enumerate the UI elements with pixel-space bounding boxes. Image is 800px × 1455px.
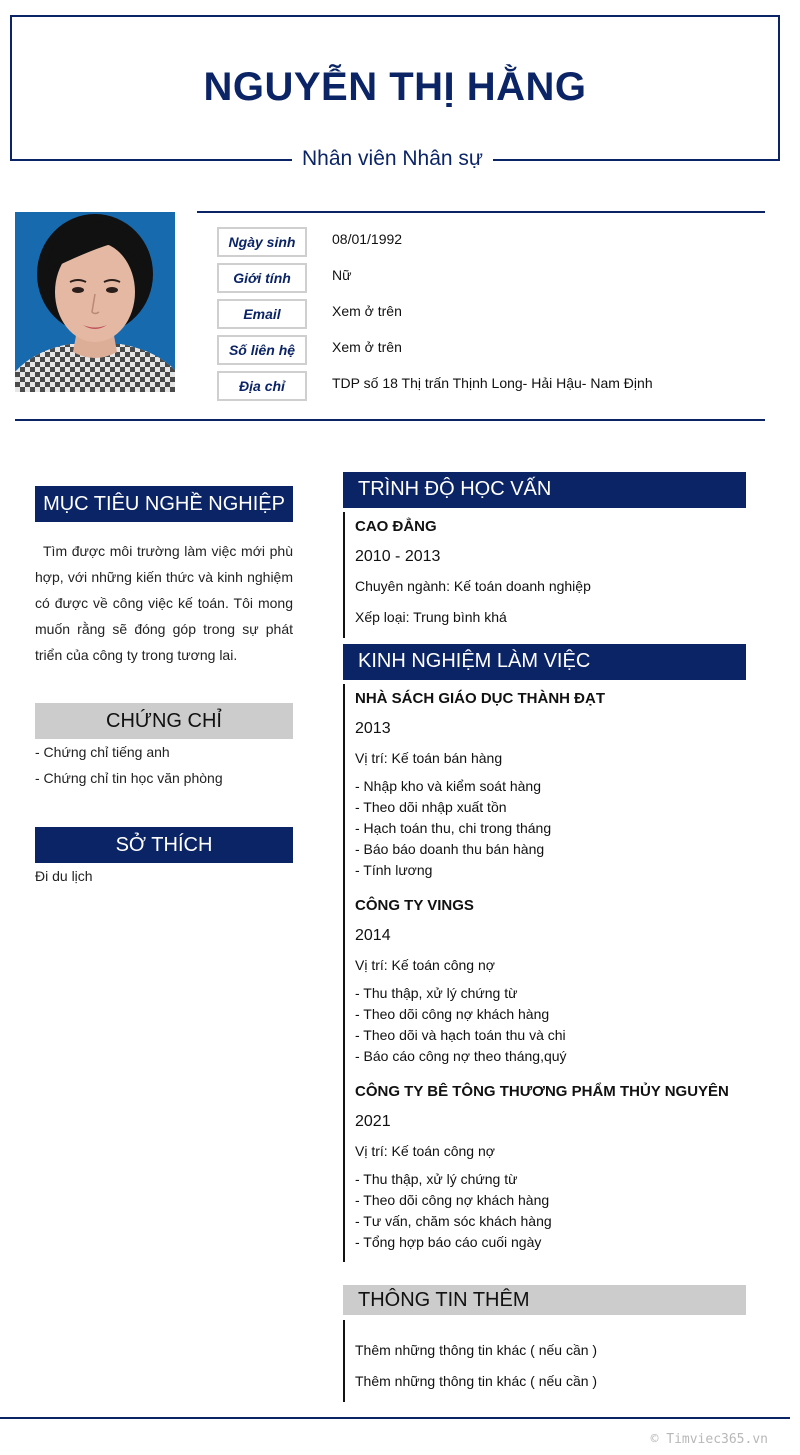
job-task: - Theo dõi nhập xuất tồn: [355, 799, 507, 815]
footer-watermark: © Timviec365.vn: [650, 1432, 768, 1447]
education-school: CAO ĐẲNG: [355, 518, 437, 535]
email-label: Email: [217, 299, 307, 329]
job-task: - Theo dõi công nợ khách hàng: [355, 1192, 550, 1208]
phone-label: Số liên hệ: [217, 335, 307, 365]
info-bottom-divider: [15, 419, 765, 421]
job-title: Nhân viên Nhân sự: [292, 146, 493, 172]
job-task: - Tổng hợp báo cáo cuối ngày: [355, 1234, 542, 1250]
gender-value: Nữ: [332, 267, 352, 283]
objective-title: MỤC TIÊU NGHỀ NGHIỆP: [35, 486, 293, 522]
additional-item: Thêm những thông tin khác ( nếu cần ): [355, 1342, 598, 1358]
experience-divider: [343, 684, 345, 1262]
address-value: TDP số 18 Thị trấn Thịnh Long- Hải Hậu- Nam Định: [332, 375, 653, 391]
education-years: 2010 - 2013: [355, 548, 441, 565]
address-label: Địa chỉ: [217, 371, 307, 401]
job-task: - Theo dõi và hạch toán thu và chi: [355, 1027, 566, 1043]
hobbies-title: SỞ THÍCH: [35, 827, 293, 863]
additional-title: THÔNG TIN THÊM: [343, 1285, 746, 1315]
job-company: NHÀ SÁCH GIÁO DỤC THÀNH ĐẠT: [355, 690, 605, 707]
additional-item: Thêm những thông tin khác ( nếu cần ): [355, 1373, 598, 1389]
certificate-item: - Chứng chỉ tiếng anh: [35, 744, 170, 760]
job-task: - Theo dõi công nợ khách hàng: [355, 1006, 550, 1022]
education-title: TRÌNH ĐỘ HỌC VẤN: [343, 472, 746, 508]
education-divider: [343, 512, 345, 638]
info-top-divider: [197, 211, 765, 213]
job-year: 2021: [355, 1113, 391, 1130]
portrait-illustration: [15, 212, 175, 392]
hobby-item: Đi du lịch: [35, 868, 93, 884]
education-major: Chuyên ngành: Kế toán doanh nghiệp: [355, 578, 591, 594]
objective-text: Tìm được môi trường làm việc mới phù hợp, với những kiến thức và kinh nghiệm có được về công việc kế toán. Tôi mong muốn rằng sẽ đóng góp trong sự phát triển của công ty trong tương lai.: [35, 543, 293, 663]
birthdate-label: Ngày sinh: [217, 227, 307, 257]
job-position: Vị trí: Kế toán công nợ: [355, 957, 495, 973]
job-position: Vị trí: Kế toán công nợ: [355, 1143, 495, 1159]
job-year: 2014: [355, 927, 391, 944]
job-task: - Báo cáo công nợ theo tháng,quý: [355, 1048, 567, 1064]
job-task: - Tư vấn, chăm sóc khách hàng: [355, 1213, 552, 1229]
birthdate-value: 08/01/1992: [332, 231, 403, 247]
certificates-title: CHỨNG CHỈ: [35, 703, 293, 739]
footer-divider: [0, 1417, 790, 1419]
education-grade: Xếp loại: Trung bình khá: [355, 609, 507, 625]
certificate-item: - Chứng chỉ tin học văn phòng: [35, 770, 223, 786]
job-position: Vị trí: Kế toán bán hàng: [355, 750, 503, 766]
job-task: - Thu thập, xử lý chứng từ: [355, 1171, 518, 1187]
job-task: - Thu thập, xử lý chứng từ: [355, 985, 518, 1001]
hobbies-list: [35, 863, 93, 889]
experience-title: KINH NGHIỆM LÀM VIỆC: [343, 644, 746, 680]
job-task: - Hạch toán thu, chi trong tháng: [355, 820, 552, 836]
candidate-name: NGUYỄN THỊ HẰNG: [203, 65, 587, 109]
profile-photo: [15, 212, 175, 392]
job-task: - Nhập kho và kiểm soát hàng: [355, 778, 541, 794]
job-company: CÔNG TY BÊ TÔNG THƯƠNG PHẨM THỦY NGUYÊN: [355, 1083, 729, 1100]
header-box: [10, 15, 780, 161]
certificates-list: [35, 739, 223, 791]
phone-value: Xem ở trên: [332, 339, 402, 355]
job-company: CÔNG TY VINGS: [355, 897, 474, 914]
job-task: - Tính lương: [355, 862, 433, 878]
job-task: - Báo báo doanh thu bán hàng: [355, 841, 545, 857]
gender-label: Giới tính: [217, 263, 307, 293]
email-value: Xem ở trên: [332, 303, 402, 319]
additional-divider: [343, 1320, 345, 1402]
job-year: 2013: [355, 720, 391, 737]
